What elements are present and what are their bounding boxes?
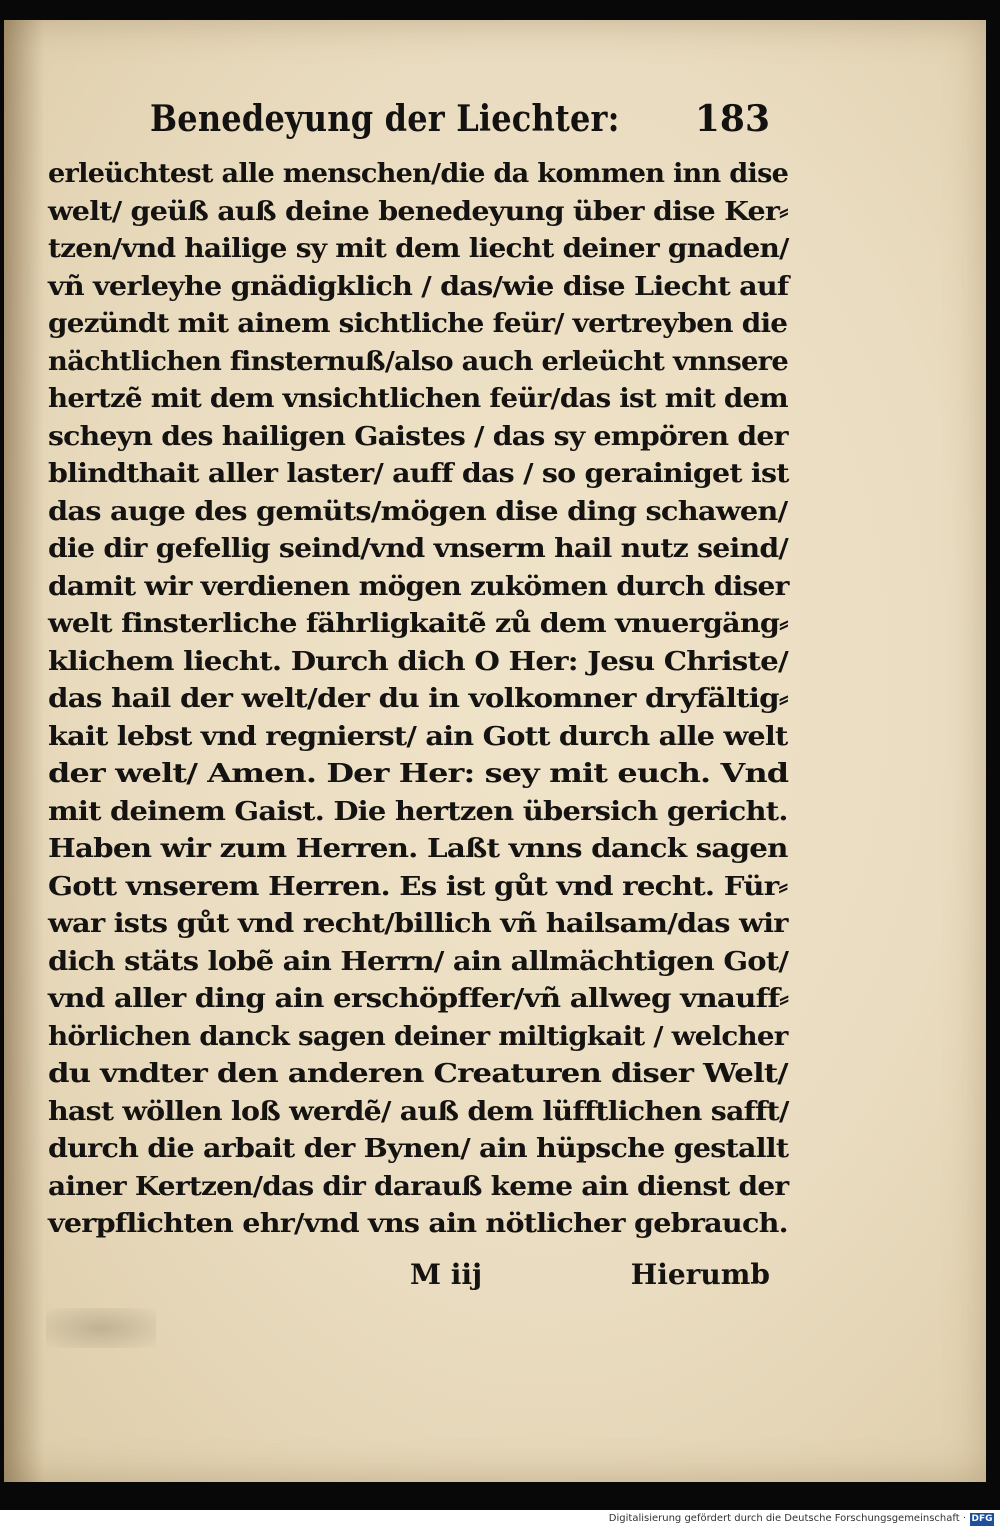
credit-text: Digitalisierung gefördert durch die Deutsche Forschungsgemeinschaft · (608, 1513, 966, 1524)
text-line: hast wöllen loß werdẽ/ auß dem lüfftlichen safft/ (48, 1096, 789, 1127)
dfg-logo-icon: DFG (971, 1514, 993, 1524)
signature-mark: M iij (410, 1258, 483, 1291)
text-line: erleüchtest alle menschen/die da kommen inn dise (48, 159, 789, 189)
text-line: die dir gefellig seind/vnd vnserm hail nutz seind/ (48, 534, 789, 564)
text-line: Gott vnserem Herren. Es ist gůt vnd recht. Für⸗ (48, 871, 788, 902)
text-line: scheyn des hailigen Gaistes / das sy empören der (48, 421, 788, 452)
text-line: das hail der welt/der du in volkomner dryfältig⸗ (48, 684, 788, 714)
ink-smudge (46, 1308, 156, 1348)
text-line: du vndter den anderen Creaturen diser Welt/ (48, 1059, 788, 1089)
text-line: der welt/ Amen. Der Her: sey mit euch. Vnd (48, 759, 789, 789)
running-head: Benedeyung der Liechter: (150, 98, 620, 140)
text-line: vnd aller ding ain erschöpffer/vñ allweg vnauff⸗ (48, 984, 789, 1014)
text-line: nächtlichen finsternuß/also auch erleücht vnnsere (48, 346, 788, 377)
page-gutter-shadow (4, 20, 44, 1482)
text-line: welt finsterliche fährligkaitẽ zů dem vnuergäng⸗ (48, 609, 788, 639)
text-line: ainer Kertzen/das dir darauß keme ain dienst der (48, 1171, 789, 1202)
page-footer (410, 1258, 770, 1298)
text-line: Haben wir zum Herren. Laßt vnns danck sagen (48, 834, 788, 864)
text-line: kait lebst vnd regnierst/ ain Gott durch alle welt (48, 721, 788, 752)
text-line: war ists gůt vnd recht/billich vñ hailsam/das wir (48, 909, 788, 939)
text-line: gezündt mit ainem sichtliche feür/ vertreyben die (48, 309, 788, 339)
text-line: blindthait aller laster/ auff das / so gerainiget ist (48, 459, 789, 489)
credit-bar (0, 1510, 1000, 1530)
text-line: das auge des gemüts/mögen dise ding schawen/ (48, 496, 788, 527)
text-line: verpflichten ehr/vnd vns ain nötlicher gebrauch. (48, 1209, 788, 1239)
text-line: klichem liecht. Durch dich O Her: Jesu Christe/ (48, 646, 788, 677)
text-line: damit wir verdienen mögen zukömen durch diser (48, 571, 789, 602)
page-header (150, 98, 770, 154)
text-line: dich stäts lobẽ ain Herrn/ ain allmächtigen Got/ (48, 946, 789, 977)
page-number: 183 (694, 98, 770, 140)
text-line: hörlichen danck sagen deiner miltigkait / welcher (48, 1021, 788, 1052)
text-line: welt/ geüß auß deine benedeyung über dise Ker⸗ (48, 196, 788, 227)
text-line: mit deinem Gaist. Die hertzen übersich gericht. (48, 796, 788, 827)
catchword: Hierumb (630, 1258, 770, 1291)
text-line: durch die arbait der Bynen/ ain hüpsche gestallt (48, 1134, 789, 1164)
text-line: hertzẽ mit dem vnsichtlichen feür/das ist mit dem (48, 384, 788, 414)
body-text (48, 156, 788, 1244)
text-line: tzen/vnd hailige sy mit dem liecht deiner gnaden/ (48, 234, 789, 264)
text-line: vñ verleyhe gnädigklich / das/wie dise Liecht auf (48, 271, 789, 302)
